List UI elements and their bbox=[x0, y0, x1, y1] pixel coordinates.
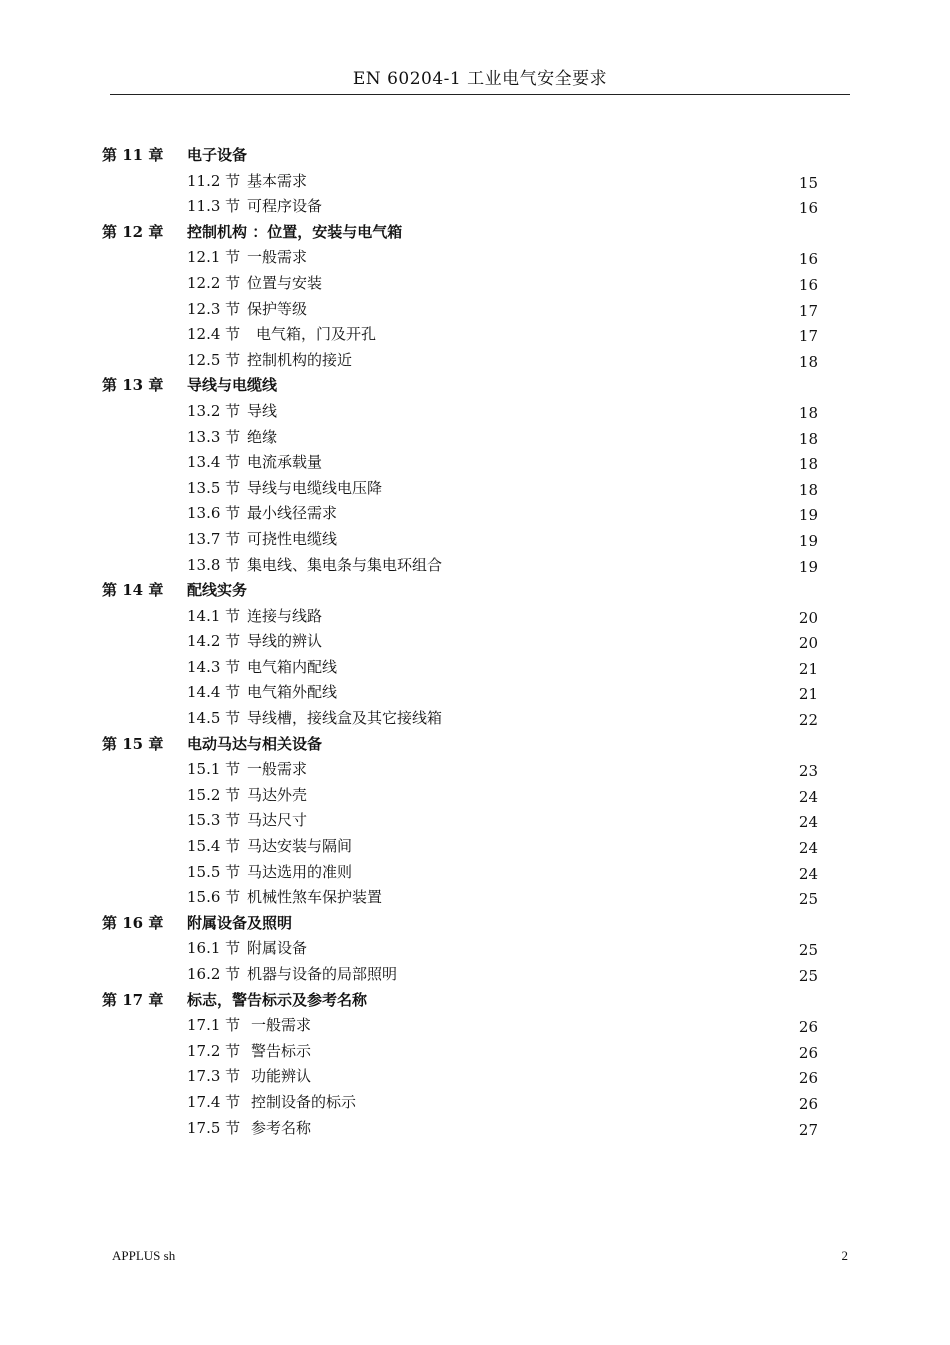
chapter-title: 控制机构 ：位置，安装与电气箱 bbox=[187, 222, 403, 241]
section-page-number: 26 bbox=[798, 1018, 818, 1037]
section-page-number: 18 bbox=[798, 480, 818, 499]
toc-section-row bbox=[0, 805, 950, 831]
section-title: 功能辨认 bbox=[251, 1067, 312, 1086]
section-number: 13.3 节 bbox=[187, 427, 241, 446]
section-page-number: 21 bbox=[798, 685, 818, 704]
section-title: 可挠性电缆线 bbox=[247, 529, 338, 548]
section-number: 14.3 节 bbox=[187, 657, 241, 676]
section-title: 马达尺寸 bbox=[247, 811, 308, 830]
toc-section-row bbox=[0, 1061, 950, 1087]
section-page-number: 26 bbox=[798, 1069, 818, 1088]
chapter-label: 第 14 章 bbox=[102, 581, 164, 600]
toc-section-row bbox=[0, 447, 950, 473]
section-title: 马达安装与隔间 bbox=[247, 837, 353, 856]
toc-section-row bbox=[0, 831, 950, 857]
section-title: 警告标示 bbox=[251, 1041, 312, 1060]
section-page-number: 19 bbox=[798, 557, 818, 576]
toc-section-row bbox=[0, 396, 950, 422]
footer-company: APPLUS sh bbox=[112, 1248, 176, 1263]
toc-section-row bbox=[0, 268, 950, 294]
section-number: 12.3 节 bbox=[187, 299, 241, 318]
section-title: 导线槽，接线盒及其它接线箱 bbox=[247, 709, 443, 728]
section-number: 11.2 节 bbox=[187, 171, 241, 190]
section-number: 17.4 节 bbox=[187, 1092, 241, 1111]
section-title: 保护等级 bbox=[247, 299, 308, 318]
section-page-number: 18 bbox=[798, 403, 818, 422]
section-number: 12.5 节 bbox=[187, 350, 241, 369]
section-number: 17.2 节 bbox=[187, 1041, 241, 1060]
chapter-title: 配线实务 bbox=[187, 581, 248, 600]
section-number: 14.5 节 bbox=[187, 709, 241, 728]
section-page-number: 27 bbox=[798, 1120, 818, 1139]
chapter-label: 第 11 章 bbox=[102, 146, 164, 164]
toc-section-row bbox=[0, 242, 950, 268]
section-title: 马达外壳 bbox=[247, 785, 308, 804]
section-page-number: 22 bbox=[798, 711, 818, 730]
section-page-number: 26 bbox=[798, 1094, 818, 1113]
section-title: 最小线径需求 bbox=[247, 504, 338, 523]
section-page-number: 25 bbox=[798, 890, 818, 909]
toc-section-row bbox=[0, 959, 950, 985]
page-header bbox=[110, 66, 850, 95]
toc-chapter-row bbox=[0, 575, 950, 601]
section-number: 14.1 节 bbox=[187, 606, 241, 625]
section-title: 一般需求 bbox=[247, 760, 308, 779]
toc-section-row bbox=[0, 626, 950, 652]
toc-section-row bbox=[0, 703, 950, 729]
toc-chapter-row bbox=[0, 140, 950, 166]
toc-section-row bbox=[0, 1010, 950, 1036]
chapter-label: 第 17 章 bbox=[102, 990, 164, 1009]
section-number: 15.3 节 bbox=[187, 811, 241, 830]
section-page-number: 18 bbox=[798, 429, 818, 448]
section-page-number: 25 bbox=[798, 967, 818, 985]
toc-section-row bbox=[0, 498, 950, 524]
section-number: 15.2 节 bbox=[187, 785, 241, 804]
section-page-number: 24 bbox=[798, 813, 818, 832]
section-number: 17.3 节 bbox=[187, 1067, 241, 1086]
chapter-title: 标志，警告标示及参考名称 bbox=[187, 990, 368, 1009]
section-page-number: 15 bbox=[798, 173, 818, 192]
table-of-contents bbox=[0, 140, 950, 1138]
section-page-number: 16 bbox=[798, 250, 818, 269]
section-number: 15.5 节 bbox=[187, 862, 241, 881]
toc-section-row bbox=[0, 754, 950, 780]
header-title: EN 60204-1 工业电气安全要求 bbox=[352, 69, 608, 89]
toc-section-row bbox=[0, 601, 950, 627]
section-title: 参考名称 bbox=[251, 1118, 312, 1137]
section-page-number: 26 bbox=[798, 1043, 818, 1062]
section-page-number: 21 bbox=[798, 659, 818, 678]
section-page-number: 24 bbox=[798, 864, 818, 883]
section-number: 13.4 节 bbox=[187, 453, 241, 472]
toc-section-row bbox=[0, 652, 950, 678]
toc-section-row bbox=[0, 882, 950, 908]
toc-chapter-row bbox=[0, 985, 950, 1011]
section-page-number: 24 bbox=[798, 839, 818, 858]
section-title: 导线 bbox=[247, 401, 278, 420]
section-title: 连接与线路 bbox=[247, 606, 323, 625]
toc-chapter-row bbox=[0, 217, 950, 243]
section-page-number: 17 bbox=[798, 327, 818, 346]
section-page-number: 24 bbox=[798, 787, 818, 806]
section-page-number: 20 bbox=[798, 608, 818, 627]
section-number: 16.2 节 bbox=[187, 965, 241, 983]
section-title: 导线与电缆线电压降 bbox=[247, 478, 383, 497]
toc-section-row bbox=[0, 1036, 950, 1062]
section-page-number: 19 bbox=[798, 531, 818, 550]
section-title: 电气箱，门及开孔 bbox=[256, 325, 377, 344]
section-number: 12.2 节 bbox=[187, 273, 241, 292]
toc-section-row bbox=[0, 933, 950, 959]
section-page-number: 16 bbox=[798, 275, 818, 294]
toc-section-row bbox=[0, 166, 950, 192]
toc-section-row bbox=[0, 857, 950, 883]
section-number: 12.1 节 bbox=[187, 248, 241, 267]
section-number: 11.3 节 bbox=[187, 197, 241, 216]
toc-section-row bbox=[0, 294, 950, 320]
section-number: 12.4 节 bbox=[187, 325, 241, 344]
section-title: 电气箱外配线 bbox=[247, 683, 338, 702]
section-title: 可程序设备 bbox=[247, 197, 323, 216]
toc-section-row bbox=[0, 319, 950, 345]
section-page-number: 20 bbox=[798, 634, 818, 653]
toc-section-row bbox=[0, 524, 950, 550]
section-title: 位置与安装 bbox=[247, 273, 323, 292]
section-number: 14.4 节 bbox=[187, 683, 241, 702]
section-page-number: 17 bbox=[798, 301, 818, 320]
section-title: 马达选用的准则 bbox=[247, 862, 353, 881]
section-number: 17.5 节 bbox=[187, 1118, 241, 1137]
section-title: 机械性煞车保护装置 bbox=[247, 888, 383, 907]
chapter-label: 第 12 章 bbox=[102, 222, 164, 241]
section-title: 一般需求 bbox=[247, 248, 308, 267]
section-number: 13.7 节 bbox=[187, 529, 241, 548]
toc-section-row bbox=[0, 191, 950, 217]
section-number: 15.4 节 bbox=[187, 837, 241, 856]
section-page-number: 23 bbox=[798, 762, 818, 781]
chapter-label: 第 15 章 bbox=[102, 734, 164, 753]
section-title: 导线的辨认 bbox=[247, 632, 323, 651]
section-page-number: 19 bbox=[798, 506, 818, 525]
section-number: 13.5 节 bbox=[187, 478, 241, 497]
section-number: 14.2 节 bbox=[187, 632, 241, 651]
section-title: 电流承载量 bbox=[247, 453, 323, 472]
section-number: 17.1 节 bbox=[187, 1016, 241, 1035]
toc-chapter-row bbox=[0, 908, 950, 934]
toc-section-row bbox=[0, 345, 950, 371]
toc-section-row bbox=[0, 422, 950, 448]
section-number: 15.1 节 bbox=[187, 760, 241, 779]
toc-section-row bbox=[0, 550, 950, 576]
chapter-label: 第 16 章 bbox=[102, 913, 164, 932]
chapter-title: 导线与电缆线 bbox=[187, 376, 278, 395]
section-page-number: 18 bbox=[798, 352, 818, 371]
section-number: 15.6 节 bbox=[187, 888, 241, 907]
toc-chapter-row bbox=[0, 729, 950, 755]
toc-chapter-row bbox=[0, 370, 950, 396]
toc-section-row bbox=[0, 1087, 950, 1113]
footer-page-number: 2 bbox=[841, 1248, 848, 1263]
section-number: 13.2 节 bbox=[187, 401, 241, 420]
toc-section-row bbox=[0, 473, 950, 499]
toc-section-row bbox=[0, 677, 950, 703]
section-title: 绝缘 bbox=[247, 427, 278, 446]
section-number: 13.6 节 bbox=[187, 504, 241, 523]
section-page-number: 16 bbox=[798, 199, 818, 218]
toc-section-row bbox=[0, 780, 950, 806]
section-number: 16.1 节 bbox=[187, 939, 241, 958]
chapter-title: 附属设备及照明 bbox=[187, 913, 293, 932]
section-title: 电气箱内配线 bbox=[247, 657, 338, 676]
chapter-title: 电动马达与相关设备 bbox=[187, 734, 323, 753]
section-page-number: 25 bbox=[798, 941, 818, 960]
section-title: 附属设备 bbox=[247, 939, 308, 958]
chapter-title: 电子设备 bbox=[187, 146, 248, 164]
section-title: 控制机构的接近 bbox=[247, 350, 353, 369]
section-title: 集电线、集电条与集电环组合 bbox=[247, 555, 443, 574]
chapter-label: 第 13 章 bbox=[102, 376, 164, 395]
section-title: 基本需求 bbox=[247, 171, 308, 190]
section-page-number: 18 bbox=[798, 455, 818, 474]
section-number: 13.8 节 bbox=[187, 555, 241, 574]
section-title: 控制设备的标示 bbox=[251, 1092, 357, 1111]
section-title: 一般需求 bbox=[251, 1016, 312, 1035]
toc-section-row bbox=[0, 1113, 950, 1139]
section-title: 机器与设备的局部照明 bbox=[247, 965, 398, 983]
